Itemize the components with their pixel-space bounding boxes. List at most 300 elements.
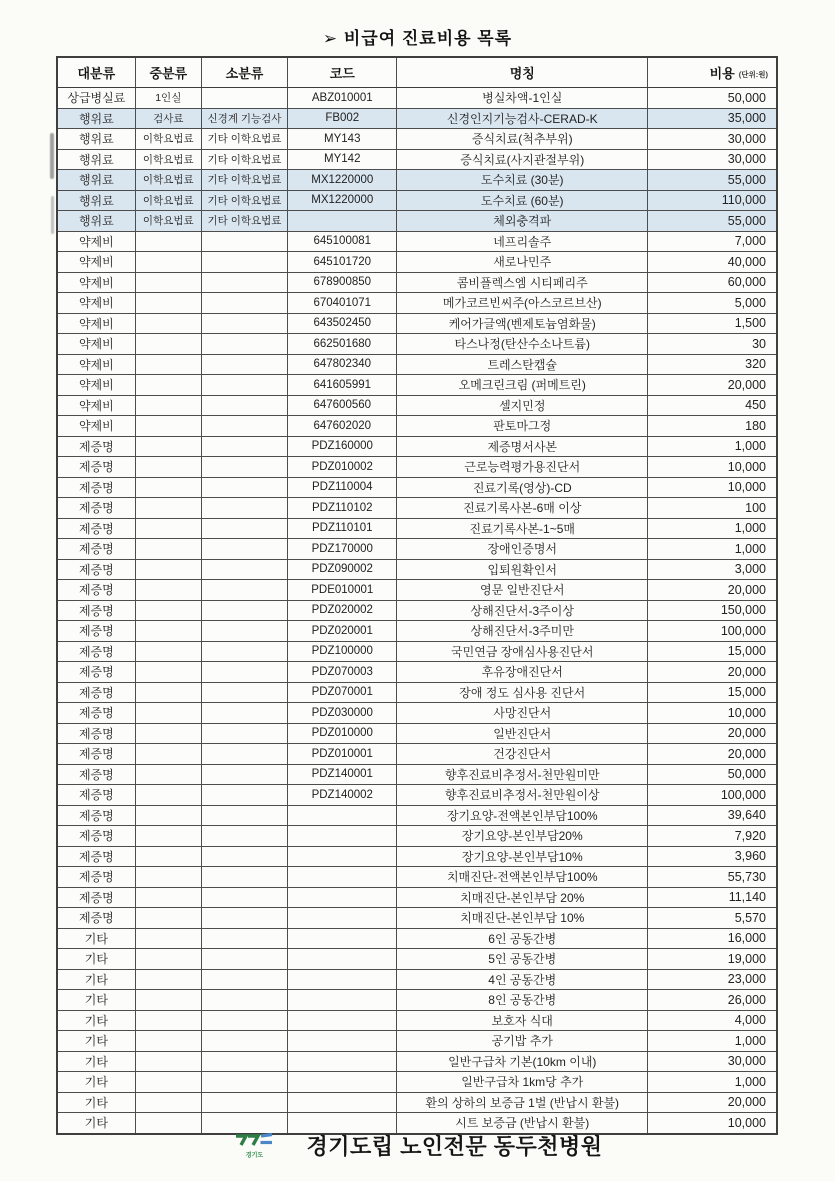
- cell-category-sub: [201, 539, 287, 560]
- cell-category-major: 약제비: [57, 395, 135, 416]
- cell-category-major: 기타: [57, 1072, 135, 1093]
- cell-category-sub: [201, 1051, 287, 1072]
- cell-price: 5,000: [648, 293, 777, 314]
- cell-item-name: 상해진단서-3주미만: [397, 621, 648, 642]
- scan-artifact: [50, 133, 54, 179]
- cell-item-name: 치매진단-전액본인부담100%: [397, 867, 648, 888]
- cell-item-name: 향후진료비추정서-천만원이상: [397, 785, 648, 806]
- hospital-name: 경기도립 노인전문 동두천병원: [306, 1134, 603, 1159]
- table-row: [57, 805, 777, 826]
- cell-category-major: 기타: [57, 990, 135, 1011]
- table-row: [57, 129, 777, 150]
- cell-category-sub: [201, 477, 287, 498]
- cell-item-name: 국민연금 장애심사용진단서: [397, 641, 648, 662]
- cell-category-mid: [135, 703, 201, 724]
- cell-item-name: 진료기록사본-1~5매: [397, 518, 648, 539]
- fee-table-header: [57, 57, 777, 88]
- cell-item-name: 메가코르빈씨주(아스코르브산): [397, 293, 648, 314]
- cell-category-major: 행위료: [57, 211, 135, 232]
- cell-category-mid: [135, 354, 201, 375]
- cell-category-major: 약제비: [57, 416, 135, 437]
- cell-item-name: 장기요양-본인부담20%: [397, 826, 648, 847]
- cell-code: PDZ140002: [288, 785, 397, 806]
- cell-category-major: 행위료: [57, 129, 135, 150]
- cell-category-major: 제증명: [57, 826, 135, 847]
- table-row: [57, 1010, 777, 1031]
- table-row: [57, 744, 777, 765]
- table-row: [57, 88, 777, 109]
- cell-category-mid: 검사료: [135, 108, 201, 129]
- column-header-c2: 중분류: [135, 57, 201, 88]
- cell-price: 30: [648, 334, 777, 355]
- cell-code: 670401071: [288, 293, 397, 314]
- cell-category-mid: [135, 600, 201, 621]
- cell-category-major: 제증명: [57, 498, 135, 519]
- cell-category-major: 제증명: [57, 867, 135, 888]
- column-header-c1: 대분류: [57, 57, 135, 88]
- cell-category-mid: [135, 498, 201, 519]
- cell-category-mid: [135, 846, 201, 867]
- cell-category-mid: [135, 395, 201, 416]
- cell-category-mid: [135, 641, 201, 662]
- cell-item-name: 사망진단서: [397, 703, 648, 724]
- cell-category-mid: [135, 887, 201, 908]
- cell-category-major: 제증명: [57, 723, 135, 744]
- cell-code: PDZ100000: [288, 641, 397, 662]
- table-row: [57, 436, 777, 457]
- cell-category-major: 행위료: [57, 108, 135, 129]
- cell-category-sub: [201, 600, 287, 621]
- footer: [0, 1130, 835, 1161]
- table-row: [57, 498, 777, 519]
- cell-category-major: 기타: [57, 1113, 135, 1134]
- cell-code: [288, 211, 397, 232]
- cell-item-name: 6인 공동간병: [397, 928, 648, 949]
- cell-item-name: 체외충격파: [397, 211, 648, 232]
- cell-item-name: 증식치료(척추부위): [397, 129, 648, 150]
- cell-item-name: 장애인증명서: [397, 539, 648, 560]
- cell-category-major: 제증명: [57, 785, 135, 806]
- cell-price: 40,000: [648, 252, 777, 273]
- cell-category-major: 제증명: [57, 559, 135, 580]
- cell-price: 11,140: [648, 887, 777, 908]
- table-row: [57, 559, 777, 580]
- cell-category-mid: [135, 313, 201, 334]
- cell-code: PDZ070001: [288, 682, 397, 703]
- cell-category-sub: [201, 1031, 287, 1052]
- table-row: [57, 682, 777, 703]
- cell-item-name: 후유장애진단서: [397, 662, 648, 683]
- cell-item-name: 진료기록사본-6매 이상: [397, 498, 648, 519]
- cell-code: [288, 867, 397, 888]
- cell-category-mid: [135, 764, 201, 785]
- cell-category-sub: 기타 이학요법료: [201, 149, 287, 170]
- cell-category-major: 약제비: [57, 293, 135, 314]
- cell-code: 643502450: [288, 313, 397, 334]
- cell-code: [288, 1072, 397, 1093]
- cell-code: PDZ010002: [288, 457, 397, 478]
- cell-item-name: 향후진료비추정서-천만원미만: [397, 764, 648, 785]
- cell-price: 1,000: [648, 1031, 777, 1052]
- cell-price: 55,000: [648, 211, 777, 232]
- cell-category-major: 기타: [57, 969, 135, 990]
- cell-code: ABZ010001: [288, 88, 397, 109]
- cell-category-major: 행위료: [57, 170, 135, 191]
- cell-category-mid: [135, 928, 201, 949]
- cell-category-mid: [135, 1051, 201, 1072]
- cell-category-mid: [135, 744, 201, 765]
- cell-category-sub: 기타 이학요법료: [201, 211, 287, 232]
- cell-category-major: 제증명: [57, 436, 135, 457]
- table-row: [57, 990, 777, 1011]
- cell-category-mid: [135, 723, 201, 744]
- cell-price: 60,000: [648, 272, 777, 293]
- cell-category-major: 약제비: [57, 375, 135, 396]
- cell-category-major: 제증명: [57, 682, 135, 703]
- cell-category-major: 기타: [57, 949, 135, 970]
- cell-price: 55,000: [648, 170, 777, 191]
- table-row: [57, 293, 777, 314]
- cell-category-major: 제증명: [57, 641, 135, 662]
- cell-price: 15,000: [648, 641, 777, 662]
- cell-code: 645101720: [288, 252, 397, 273]
- cell-price: 3,960: [648, 846, 777, 867]
- table-row: [57, 1051, 777, 1072]
- cell-category-sub: [201, 846, 287, 867]
- cell-price: 100,000: [648, 785, 777, 806]
- scan-artifact: [51, 196, 54, 234]
- cell-category-mid: 이학요법료: [135, 149, 201, 170]
- cell-category-major: 제증명: [57, 908, 135, 929]
- cell-category-mid: 이학요법료: [135, 211, 201, 232]
- cell-category-major: 제증명: [57, 539, 135, 560]
- cell-category-sub: [201, 805, 287, 826]
- cell-category-major: 제증명: [57, 887, 135, 908]
- cell-price: 1,000: [648, 539, 777, 560]
- cell-item-name: 셀지민정: [397, 395, 648, 416]
- cell-item-name: 5인 공동간병: [397, 949, 648, 970]
- table-row: [57, 211, 777, 232]
- cell-code: PDZ170000: [288, 539, 397, 560]
- cell-category-major: 제증명: [57, 764, 135, 785]
- cell-category-sub: [201, 949, 287, 970]
- table-row: [57, 108, 777, 129]
- cell-code: [288, 805, 397, 826]
- table-row: [57, 375, 777, 396]
- cell-category-sub: [201, 969, 287, 990]
- cell-category-sub: [201, 682, 287, 703]
- cell-category-sub: [201, 703, 287, 724]
- cell-category-sub: 신경계 기능검사: [201, 108, 287, 129]
- table-row: [57, 1092, 777, 1113]
- cell-category-major: 기타: [57, 1051, 135, 1072]
- table-row: [57, 354, 777, 375]
- table-row: [57, 621, 777, 642]
- cell-category-mid: [135, 908, 201, 929]
- table-row: [57, 252, 777, 273]
- cell-item-name: 제증명서사본: [397, 436, 648, 457]
- table-row: [57, 334, 777, 355]
- cell-code: [288, 949, 397, 970]
- cell-code: [288, 1051, 397, 1072]
- table-row: [57, 1031, 777, 1052]
- cell-item-name: 일반진단서: [397, 723, 648, 744]
- cell-category-sub: [201, 313, 287, 334]
- cell-category-major: 제증명: [57, 518, 135, 539]
- cell-item-name: 치매진단-본인부담 20%: [397, 887, 648, 908]
- cell-category-sub: [201, 354, 287, 375]
- cell-code: [288, 846, 397, 867]
- cell-code: 662501680: [288, 334, 397, 355]
- cell-code: PDE010001: [288, 580, 397, 601]
- cell-code: PDZ010001: [288, 744, 397, 765]
- cell-category-sub: [201, 785, 287, 806]
- cell-category-sub: [201, 334, 287, 355]
- cell-price: 100: [648, 498, 777, 519]
- table-row: [57, 641, 777, 662]
- cell-category-sub: [201, 580, 287, 601]
- cell-code: PDZ110004: [288, 477, 397, 498]
- cell-price: 1,500: [648, 313, 777, 334]
- cell-price: 110,000: [648, 190, 777, 211]
- cell-price: 16,000: [648, 928, 777, 949]
- cell-category-mid: 1인실: [135, 88, 201, 109]
- cell-item-name: 콤비플렉스엠 시티페리주: [397, 272, 648, 293]
- cell-item-name: 오메크린크림 (퍼메트린): [397, 375, 648, 396]
- column-header-code: 코드: [288, 57, 397, 88]
- cell-category-major: 제증명: [57, 477, 135, 498]
- logo-caption: 경기도: [245, 1153, 264, 1159]
- cell-item-name: 근로능력평가용진단서: [397, 457, 648, 478]
- cell-price: 10,000: [648, 703, 777, 724]
- cell-price: 10,000: [648, 457, 777, 478]
- cell-item-name: 상해진단서-3주이상: [397, 600, 648, 621]
- cell-category-mid: [135, 621, 201, 642]
- cell-code: PDZ160000: [288, 436, 397, 457]
- cell-code: 641605991: [288, 375, 397, 396]
- cell-category-major: 기타: [57, 928, 135, 949]
- cell-code: [288, 887, 397, 908]
- cell-category-mid: [135, 416, 201, 437]
- cell-category-sub: [201, 928, 287, 949]
- cell-price: 55,730: [648, 867, 777, 888]
- table-row: [57, 395, 777, 416]
- fee-table: [56, 56, 778, 1135]
- cell-category-mid: [135, 949, 201, 970]
- cell-item-name: 장애 정도 심사용 진단서: [397, 682, 648, 703]
- cell-code: [288, 990, 397, 1011]
- cell-category-sub: [201, 293, 287, 314]
- cell-code: PDZ020001: [288, 621, 397, 642]
- cell-item-name: 케어가글액(벤제토늄염화물): [397, 313, 648, 334]
- cell-category-sub: [201, 518, 287, 539]
- cell-category-mid: [135, 231, 201, 252]
- cell-price: 30,000: [648, 1051, 777, 1072]
- cell-code: PDZ110102: [288, 498, 397, 519]
- cell-category-sub: [201, 559, 287, 580]
- cell-category-major: 약제비: [57, 231, 135, 252]
- cell-code: PDZ020002: [288, 600, 397, 621]
- cell-code: [288, 1031, 397, 1052]
- cell-category-mid: [135, 990, 201, 1011]
- cell-item-name: 치매진단-본인부담 10%: [397, 908, 648, 929]
- cell-code: FB002: [288, 108, 397, 129]
- table-row: [57, 477, 777, 498]
- cell-code: [288, 1092, 397, 1113]
- table-row: [57, 764, 777, 785]
- cell-price: 180: [648, 416, 777, 437]
- cell-price: 5,570: [648, 908, 777, 929]
- cell-item-name: 공기밥 추가: [397, 1031, 648, 1052]
- cell-category-mid: [135, 1031, 201, 1052]
- header-row: [57, 57, 777, 88]
- cell-category-major: 상급병실료: [57, 88, 135, 109]
- cell-category-major: 제증명: [57, 703, 135, 724]
- table-row: [57, 416, 777, 437]
- cell-category-sub: [201, 1010, 287, 1031]
- table-row: [57, 949, 777, 970]
- cell-category-major: 제증명: [57, 580, 135, 601]
- table-row: [57, 600, 777, 621]
- table-row: [57, 313, 777, 334]
- cell-category-major: 제증명: [57, 621, 135, 642]
- table-row: [57, 846, 777, 867]
- cell-category-sub: [201, 826, 287, 847]
- cell-code: PDZ140001: [288, 764, 397, 785]
- cell-category-major: 제증명: [57, 744, 135, 765]
- cell-item-name: 도수치료 (30분): [397, 170, 648, 191]
- cell-item-name: 새로나민주: [397, 252, 648, 273]
- cell-price: 35,000: [648, 108, 777, 129]
- cell-item-name: 타스나정(탄산수소나트륨): [397, 334, 648, 355]
- column-header-price: 비용 (단위:원): [648, 57, 777, 88]
- cell-category-sub: [201, 436, 287, 457]
- cell-category-mid: [135, 375, 201, 396]
- cell-category-sub: [201, 88, 287, 109]
- table-row: [57, 826, 777, 847]
- fee-table-body: [57, 88, 777, 1134]
- cell-item-name: 증식치료(사지관절부위): [397, 149, 648, 170]
- table-row: [57, 149, 777, 170]
- cell-category-sub: 기타 이학요법료: [201, 129, 287, 150]
- cell-price: 19,000: [648, 949, 777, 970]
- cell-category-mid: [135, 457, 201, 478]
- table-row: [57, 867, 777, 888]
- cell-item-name: 장기요양-본인부담10%: [397, 846, 648, 867]
- cell-category-sub: [201, 252, 287, 273]
- cell-item-name: 보호자 식대: [397, 1010, 648, 1031]
- cell-code: MY142: [288, 149, 397, 170]
- cell-category-sub: [201, 498, 287, 519]
- cell-category-mid: [135, 805, 201, 826]
- gyeonggi-logo-glyph: [234, 1132, 274, 1152]
- cell-price: 39,640: [648, 805, 777, 826]
- cell-price: 150,000: [648, 600, 777, 621]
- cell-code: [288, 969, 397, 990]
- cell-category-mid: [135, 1072, 201, 1093]
- cell-category-sub: [201, 908, 287, 929]
- cell-category-major: 제증명: [57, 457, 135, 478]
- cell-price: 7,000: [648, 231, 777, 252]
- cell-price: 320: [648, 354, 777, 375]
- cell-category-sub: [201, 457, 287, 478]
- cell-item-name: 트레스탄캡슐: [397, 354, 648, 375]
- cell-price: 1,000: [648, 1072, 777, 1093]
- cell-category-sub: [201, 641, 287, 662]
- cell-category-mid: [135, 1010, 201, 1031]
- cell-code: PDZ070003: [288, 662, 397, 683]
- price-unit-note: (단위:원): [736, 70, 768, 79]
- table-row: [57, 928, 777, 949]
- cell-category-mid: [135, 272, 201, 293]
- cell-price: 7,920: [648, 826, 777, 847]
- cell-category-major: 제증명: [57, 805, 135, 826]
- cell-item-name: 장기요양-전액본인부담100%: [397, 805, 648, 826]
- cell-item-name: 4인 공동간병: [397, 969, 648, 990]
- cell-item-name: 신경인지기능검사-CERAD-K: [397, 108, 648, 129]
- cell-category-sub: 기타 이학요법료: [201, 190, 287, 211]
- cell-category-sub: [201, 416, 287, 437]
- cell-category-mid: [135, 477, 201, 498]
- table-row: [57, 190, 777, 211]
- cell-price: 1,000: [648, 436, 777, 457]
- cell-price: 50,000: [648, 764, 777, 785]
- cell-code: 678900850: [288, 272, 397, 293]
- table-row: [57, 1072, 777, 1093]
- cell-category-major: 기타: [57, 1092, 135, 1113]
- cell-code: 647602020: [288, 416, 397, 437]
- column-header-c3: 소분류: [201, 57, 287, 88]
- cell-price: 50,000: [648, 88, 777, 109]
- cell-category-mid: [135, 682, 201, 703]
- cell-category-mid: [135, 518, 201, 539]
- cell-item-name: 판토마그정: [397, 416, 648, 437]
- table-row: [57, 908, 777, 929]
- cell-category-sub: [201, 395, 287, 416]
- cell-category-sub: [201, 887, 287, 908]
- cell-category-mid: 이학요법료: [135, 170, 201, 191]
- cell-code: MX1220000: [288, 170, 397, 191]
- cell-category-mid: [135, 539, 201, 560]
- cell-category-mid: [135, 785, 201, 806]
- cell-category-mid: [135, 662, 201, 683]
- table-row: [57, 580, 777, 601]
- column-header-name: 명칭: [397, 57, 648, 88]
- cell-category-sub: [201, 272, 287, 293]
- cell-category-major: 행위료: [57, 190, 135, 211]
- cell-category-mid: 이학요법료: [135, 129, 201, 150]
- cell-price: 20,000: [648, 375, 777, 396]
- cell-code: [288, 826, 397, 847]
- cell-code: [288, 1010, 397, 1031]
- cell-code: [288, 928, 397, 949]
- cell-category-mid: [135, 969, 201, 990]
- cell-category-sub: [201, 621, 287, 642]
- cell-category-sub: 기타 이학요법료: [201, 170, 287, 191]
- cell-category-major: 약제비: [57, 272, 135, 293]
- cell-item-name: 일반구급차 기본(10km 이내): [397, 1051, 648, 1072]
- cell-code: 647802340: [288, 354, 397, 375]
- cell-category-sub: [201, 662, 287, 683]
- cell-category-major: 기타: [57, 1010, 135, 1031]
- table-row: [57, 703, 777, 724]
- cell-category-major: 약제비: [57, 334, 135, 355]
- cell-price: 100,000: [648, 621, 777, 642]
- cell-item-name: 도수치료 (60분): [397, 190, 648, 211]
- cell-price: 3,000: [648, 559, 777, 580]
- table-row: [57, 887, 777, 908]
- cell-code: [288, 908, 397, 929]
